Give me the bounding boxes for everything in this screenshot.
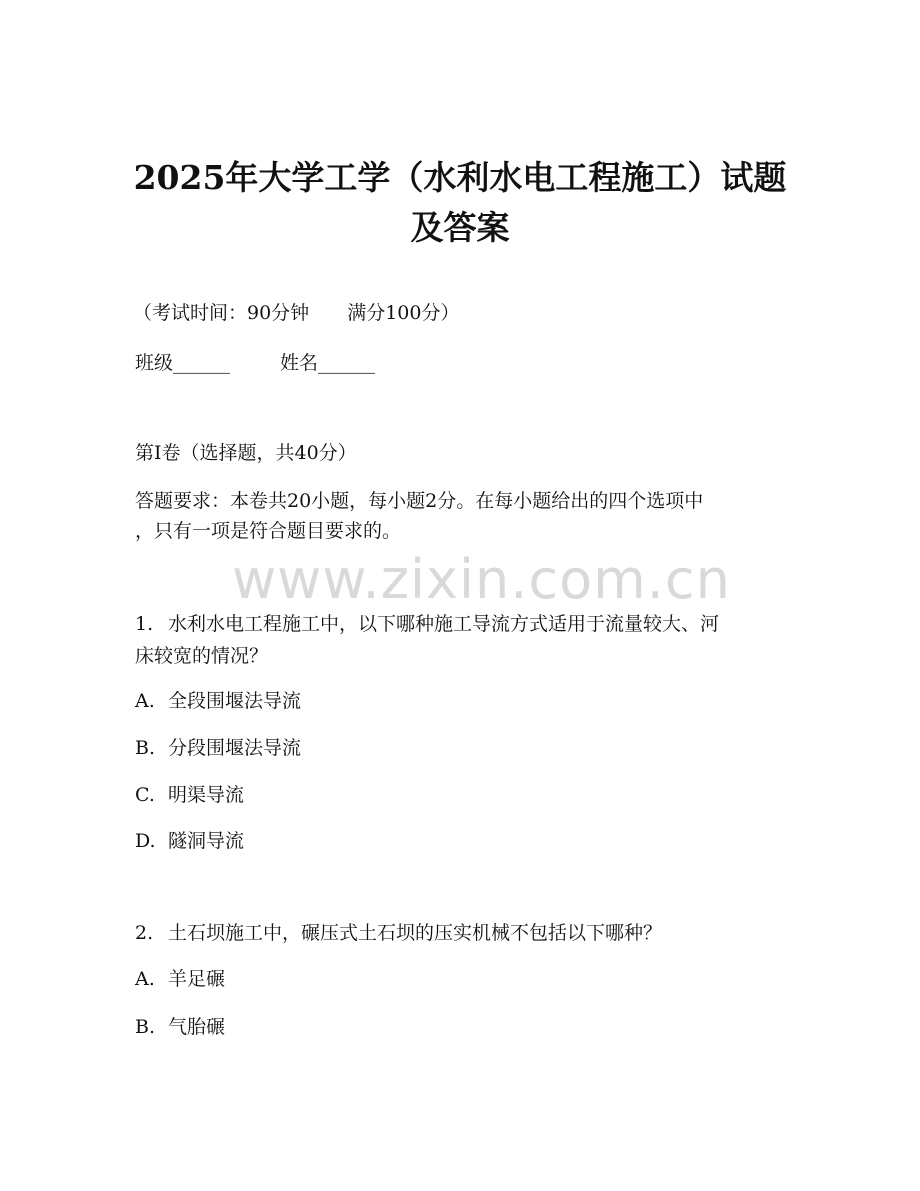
question-2-option-b: [135, 1012, 225, 1042]
question-text-line1: 水利水电工程施工中，以下哪种施工导流方式适用于流量较大、河: [168, 613, 720, 635]
requirement-line2: ，只有一项是符合题目要求的。: [135, 520, 402, 542]
option-letter: A.: [135, 690, 155, 712]
section-title: 第I卷（选择题，共40分）: [135, 442, 357, 464]
class-field: 班级______: [135, 352, 231, 374]
question-1-option-c: [135, 780, 244, 810]
question-number: 1.: [135, 613, 154, 635]
requirement-line1: 答题要求：本卷共20小题，每小题2分。在每小题给出的四个选项中: [135, 490, 704, 512]
option-text: 气胎碾: [168, 1016, 226, 1038]
question-1-text: [135, 609, 719, 639]
full-score: 满分100分）: [347, 302, 460, 324]
question-2-text: [135, 918, 662, 948]
question-number: 2.: [135, 922, 154, 944]
document-title-line1: 2025年大学工学（水利水电工程施工）试题: [133, 158, 787, 197]
option-letter: A.: [135, 968, 155, 990]
document-title-line2: 及答案: [410, 208, 510, 247]
option-text: 羊足碾: [168, 968, 226, 990]
exam-info: [133, 298, 459, 328]
student-info: [135, 348, 375, 378]
question-1-option-b: [135, 733, 301, 763]
question-1-option-a: [135, 686, 301, 716]
question-1-text-line2: 床较宽的情况？: [135, 645, 269, 667]
question-text-line1: 土石坝施工中，碾压式土石坝的压实机械不包括以下哪种？: [168, 922, 663, 944]
exam-time: （考试时间：90分钟: [133, 302, 310, 324]
option-letter: C.: [135, 784, 155, 806]
option-text: 隧洞导流: [168, 830, 245, 852]
option-text: 全段围堰法导流: [168, 690, 302, 712]
question-2-option-a: [135, 964, 225, 994]
option-text: 明渠导流: [168, 784, 245, 806]
option-letter: D.: [135, 830, 156, 852]
option-letter: B.: [135, 737, 156, 759]
option-text: 分段围堰法导流: [168, 737, 302, 759]
question-1-option-d: [135, 826, 244, 856]
watermark: www.zixin.com.cn: [232, 548, 731, 611]
option-letter: B.: [135, 1016, 156, 1038]
name-field: 姓名______: [280, 352, 376, 374]
